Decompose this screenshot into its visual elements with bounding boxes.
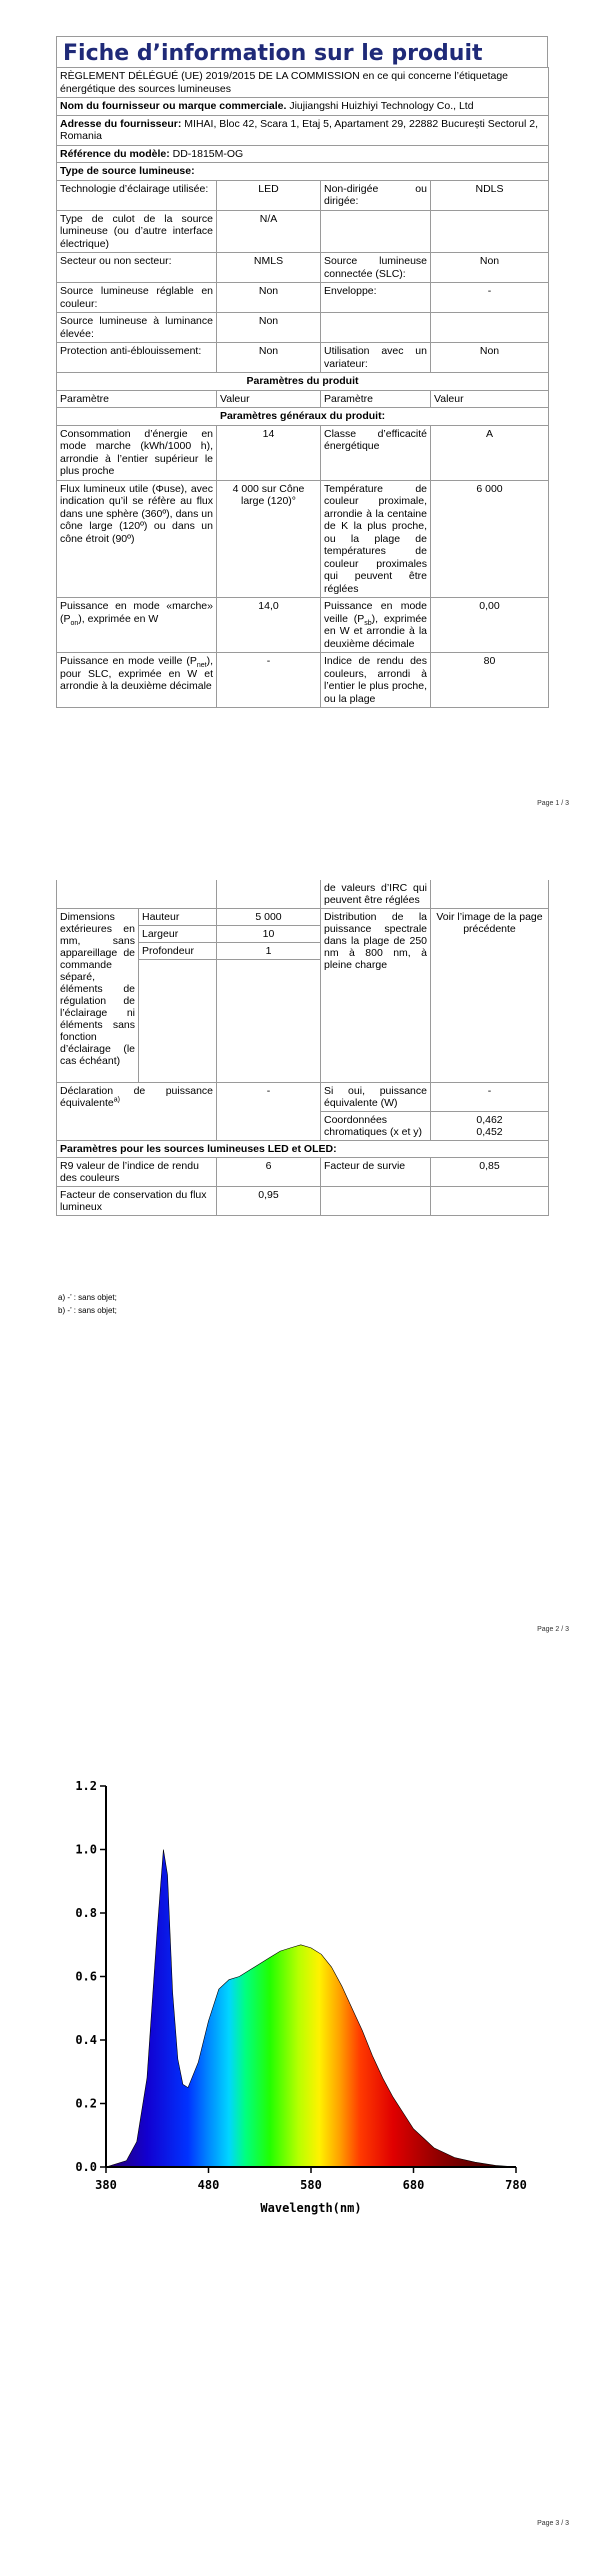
consumption-label: Consommation d’énergie en mode marche (kWh/1000 h), arrondie à l’entier supérieur le plus proche	[57, 425, 217, 480]
y-tick-label: 0.2	[75, 2096, 97, 2111]
colour-value: Non	[217, 283, 321, 313]
lumen-maint-label: Facteur de conservation du flux lumineux	[57, 1187, 217, 1216]
chroma-y: 0,452	[476, 1126, 503, 1138]
equiv-power-value: -	[217, 1083, 321, 1141]
dimmer-label: Utilisation avec un variateur:	[321, 343, 431, 373]
model-value: DD-1815M-OG	[172, 147, 244, 160]
col-value-1: Valeur	[217, 390, 321, 408]
glare-label: Protection anti-éblouissement:	[57, 343, 217, 373]
cri-value: 80	[431, 653, 549, 708]
y-tick-label: 0.8	[75, 1906, 97, 1920]
equiv-power-label: Déclaration de puissance équivalente$^{a)}$	[57, 1083, 217, 1141]
cri-continued: de valeurs d’IRC qui peuvent être réglées	[321, 880, 431, 909]
luminance-value: Non	[217, 313, 321, 343]
supplier-value: Jiujiangshi Huizhiyi Technology Co., Ltd	[289, 100, 474, 112]
params-header: Paramètres du produit	[57, 373, 549, 391]
r9-value: 6	[217, 1158, 321, 1187]
flux-value: 4 000 sur Cône large (120)°	[217, 480, 321, 598]
envelope-label: Enveloppe:	[321, 283, 431, 313]
tech-label: Technologie d’éclairage utilisée:	[57, 180, 217, 210]
spectrum-area	[106, 1850, 516, 2168]
mains-label: Secteur ou non secteur:	[57, 253, 217, 283]
chroma-label: Coordonnées chromatiques (x et y)	[321, 1112, 431, 1141]
led-header: Paramètres pour les sources lumineuses LED et OLED:	[57, 1141, 549, 1158]
lumen-maint-value: 0,95	[217, 1187, 321, 1216]
y-tick-label: 0.6	[75, 1969, 97, 1984]
width-value: 10	[217, 926, 321, 943]
width-label: Largeur	[139, 926, 217, 943]
psb-label: Puissance en mode veille $(P_{sb})$, exprimée en W et arrondie à la deuxième décimale	[321, 598, 431, 653]
slc-value: Non	[431, 253, 549, 283]
x-tick-label: 580	[300, 2178, 322, 2192]
cap-value: N/A	[217, 210, 321, 253]
y-tick-labels	[75, 1779, 97, 2174]
regulation-text: RÈGLEMENT DÉLÉGUÉ (UE) 2019/2015 DE LA COMMISSION en ce qui concerne l’étiquetage énergétique des sources lumineuses	[57, 68, 549, 98]
depth-label: Profondeur	[139, 943, 217, 960]
pon-value: 14,0	[217, 598, 321, 653]
cct-label: Température de couleur proximale, arrondie à la centaine de K la plus proche, ou la plage de températures de couleur proximales qui peuvent être réglées	[321, 480, 431, 598]
height-label: Hauteur	[139, 909, 217, 926]
address-value: MIHAI, Bloc 42, Scara 1, Etaj 5, Apartament 29, 22882 București Sectorul 2, Romania	[60, 117, 538, 142]
product-info-table-continued	[56, 880, 549, 1216]
footnote-a: a) -’ : sans objet;	[58, 1293, 117, 1302]
equiv-power-w-label: Si oui, puissance équivalente (W)	[321, 1083, 431, 1112]
r9-label: R9 valeur de l’indice de rendu des couleurs	[57, 1158, 217, 1187]
x-axis-label: Wavelength(nm)	[260, 2201, 362, 2215]
page-number: Page 1 / 3	[537, 800, 569, 807]
footnote-b: b) -’ : sans objet;	[58, 1306, 117, 1315]
dimmer-value: Non	[431, 343, 549, 373]
depth-value: 1	[217, 943, 321, 960]
page-3	[0, 1720, 603, 2560]
address-row	[57, 115, 549, 145]
page-title: Fiche d’information sur le produit	[56, 36, 548, 68]
general-header: Paramètres généraux du produit:	[57, 408, 549, 426]
dimensions-label: Dimensions extérieures en mm, sans appareillage de commande séparé, éléments de régulation de l’éclairage ni éléments sans fonction d’éclairage (le cas échéant)	[57, 909, 139, 1083]
glare-value: Non	[217, 343, 321, 373]
tech-value: LED	[217, 180, 321, 210]
page-number: Page 2 / 3	[537, 1626, 569, 1633]
model-label: Référence du modèle:	[60, 147, 170, 160]
height-value: 5 000	[217, 909, 321, 926]
page-1	[0, 0, 603, 820]
cri-label: Indice de rendu des couleurs, arrondi à l’entier le plus proche, ou la plage	[321, 653, 431, 708]
nondir-label: Non-dirigée ou dirigée:	[321, 180, 431, 210]
product-info-table	[56, 67, 549, 708]
x-tick-label: 680	[402, 2178, 425, 2192]
envelope-value: -	[431, 283, 549, 313]
supplier-row	[57, 98, 549, 116]
spd-value: Voir l’image de la page précédente	[431, 909, 549, 1083]
psb-value: 0,00	[431, 598, 549, 653]
page-number: Page 3 / 3	[537, 2520, 569, 2527]
survival-value: 0,85	[431, 1158, 549, 1187]
cap-label: Type de culot de la source lumineuse (ou d’autre interface électrique)	[57, 210, 217, 253]
energy-class-label: Classe d’efficacité énergétique	[321, 425, 431, 480]
survival-label: Facteur de survie	[321, 1158, 431, 1187]
mains-value: NMLS	[217, 253, 321, 283]
slc-label: Source lumineuse connectée (SLC):	[321, 253, 431, 283]
chroma-x: 0,462	[476, 1114, 503, 1126]
y-tick-label: 1.0	[75, 1842, 97, 1857]
y-tick-label: 0.4	[75, 2033, 97, 2047]
pon-label: Puissance en mode «marche» $(P_{on})$, exprimée en W	[57, 598, 217, 653]
col-value-2: Valeur	[431, 390, 549, 408]
x-tick-labels	[95, 2178, 527, 2192]
spd-label: Distribution de la puissance spectrale dans la plage de 250 nm à 800 nm, à pleine charge	[321, 909, 431, 1083]
x-tick-label: 480	[197, 2178, 220, 2192]
supplier-label: Nom du fournisseur ou marque commerciale.	[60, 100, 287, 112]
pnet-label: Puissance en mode veille $(P_{net})$, pour SLC, exprimée en W et arrondie à la deuxième décimale	[57, 653, 217, 708]
col-param-1: Paramètre	[57, 390, 217, 408]
chroma-values	[431, 1112, 549, 1141]
pnet-value: -	[217, 653, 321, 708]
nondir-value: NDLS	[431, 180, 549, 210]
address-label: Adresse du fournisseur:	[60, 117, 182, 130]
colour-label: Source lumineuse réglable en couleur:	[57, 283, 217, 313]
col-param-2: Paramètre	[321, 390, 431, 408]
page-2	[0, 880, 603, 1680]
equiv-power-w-value: -	[431, 1083, 549, 1112]
x-tick-label: 380	[95, 2178, 117, 2192]
model-row	[57, 145, 549, 163]
luminance-label: Source lumineuse à luminance élevée:	[57, 313, 217, 343]
y-tick-label: 1.2	[75, 1779, 97, 1793]
cct-value: 6 000	[431, 480, 549, 598]
spectral-power-chart	[50, 1750, 540, 2250]
consumption-value: 14	[217, 425, 321, 480]
energy-class-value: A	[431, 425, 549, 480]
source-type-header: Type de source lumineuse:	[57, 163, 549, 181]
y-tick-label: 0.0	[75, 2160, 97, 2174]
x-tick-label: 780	[505, 2178, 527, 2192]
flux-label: Flux lumineux utile (Φuse), avec indication qu’il se réfère au flux dans une sphère (360º), dans un cône large (120º) ou dans un cône étroit (90º)	[57, 480, 217, 598]
